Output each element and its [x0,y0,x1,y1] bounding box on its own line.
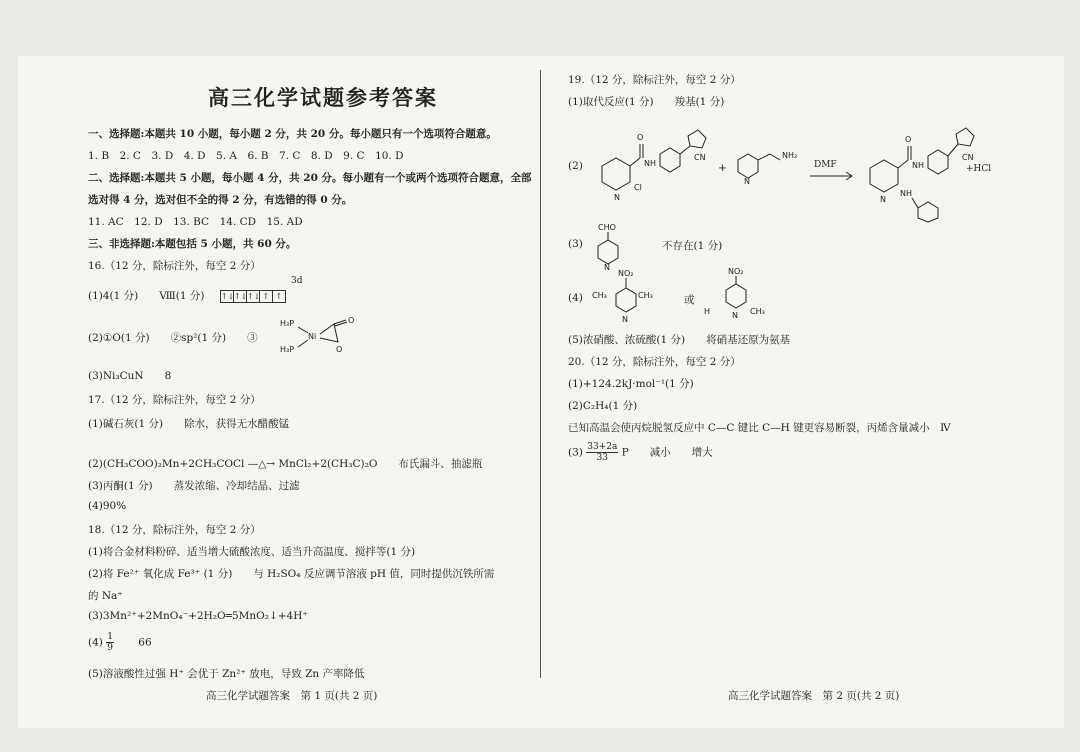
orbital-diagram [220,290,285,303]
q20-part2-explanation: 已知高温会使丙烷脱氢反应中 C—C 键比 C—H 键更容易断裂，丙烯含量减小 Ⅳ [568,422,951,434]
q18-part4 [88,632,152,653]
h-label: H [704,307,711,316]
nitrogen-label: N [614,193,620,202]
fraction [106,632,114,653]
orbital-box: ↑↓ [233,291,248,301]
q19-part3-answer: 不存在(1 分) [662,240,723,252]
nh-label: NH [644,159,656,168]
reactant-aminomethylpyridine-structure [732,140,802,184]
page-2 [568,56,1048,728]
page-1 [88,56,548,728]
page-1-footer: 高三化学试题答案 第 1 页(共 2 页) [206,690,378,702]
q17-part2: (2)(CH₃COO)₂Mn+2CH₃COCl —△→ MnCl₂+2(CH₃C)₂O 布氏漏斗、抽滤瓶 [88,458,483,470]
ch3-label: CH₃ [592,291,607,300]
nh-label: NH [900,189,912,198]
q20-part2: (2)C₂H₄(1 分) [568,400,638,412]
q18-part1: (1)将合金材料粉碎、适当增大硫酸浓度、适当升高温度、搅拌等(1 分) [88,546,416,558]
q19-part2-label: (2) [568,160,583,172]
ligand-label: H₃P [280,345,295,354]
q18-part3: (3)3Mn²⁺+2MnO₄⁻+2H₂O═5MnO₂↓+4H⁺ [88,610,308,622]
nitrogen-label: N [732,311,738,320]
q17-heading: 17.（12 分，除标注外，每空 2 分） [88,394,261,406]
oxygen-label: O [905,135,912,144]
nitrogen-label: N [744,177,750,184]
oxygen-label: O [637,133,644,142]
q16-part3: (3)Ni₃CuN 8 [88,370,172,382]
nitrogen-label: N [604,263,610,270]
q20-heading: 20.（12 分，除标注外，每空 2 分） [568,356,741,368]
q18-part4-prefix: (4) [88,636,103,649]
ni-complex-structure [278,312,368,356]
q19-part1: (1)取代反应(1 分) 羧基(1 分) [568,96,725,108]
reaction-arrow [808,170,858,182]
chlorine-label: Cl [634,183,642,192]
column-divider [540,70,541,678]
q17-part4: (4)90% [88,500,127,512]
orbital-box: ↑ [272,290,286,303]
nitrogen-label: N [622,315,628,324]
q17-part3: (3)丙酮(1 分) 蒸发浓缩、冷却结晶、过滤 [88,480,300,492]
section-1-heading: 一、选择题:本题共 10 小题，每小题 2 分，共 20 分。每小题只有一个选项符合题意。 [88,128,497,140]
q19-part5: (5)浓硝酸、浓硫酸(1 分) 将硝基还原为氨基 [568,334,791,346]
nitro-isomer-2-structure [698,264,788,326]
nh2-label: NH₂ [782,151,798,160]
section-2-heading-line1: 二、选择题:本题共 5 小题，每小题 4 分，共 20 分。每小题有一个或两个选项符合题意，全部 [88,172,532,184]
no2-label: NO₂ [728,267,744,276]
ch3-label: CH₃ [638,291,653,300]
q19-heading: 19.（12 分，除标注外，每空 2 分） [568,74,741,86]
orbital-box: ↑ [259,290,273,303]
ch3-label: CH₃ [750,307,765,316]
q16-part1 [88,288,285,303]
nitro-isomer-1-structure [588,266,678,326]
page-2-footer: 高三化学试题答案 第 2 页(共 2 页) [728,690,900,702]
or-text: 或 [684,294,695,306]
section-2-heading-line2: 选对得 4 分，选对但不全的得 2 分，有选错的得 0 分。 [88,194,353,206]
answer-sheet [18,56,1064,728]
fraction-numerator: 33+2a [587,442,618,452]
fraction-denominator: 33 [596,453,608,463]
q18-part4-suffix: 66 [117,636,152,649]
oxygen-label: O [348,316,355,325]
q20-part3-prefix: (3) [568,446,583,459]
q20-part3 [568,442,713,463]
fraction [586,442,618,463]
plus-sign: + [718,162,727,174]
page-title: 高三化学试题参考答案 [208,85,438,110]
q18-part2: (2)将 Fe²⁺ 氧化成 Fe³⁺ (1 分) 与 H₂SO₄ 反应调节溶液 pH 值，同时提供沉铁所需 [88,568,495,580]
hcl-product: +HCl [966,164,992,174]
orbital-label: 3d [291,276,303,286]
cn-label: CN [962,153,974,162]
fraction-denominator: 9 [107,643,113,653]
ni-label: Ni [308,332,317,341]
reactant-chloropyridine-structure [590,126,710,208]
orbital-box: ↑↓ [246,291,261,301]
oxygen-label: O [336,345,343,354]
nh-label: NH [912,161,924,170]
reagent-label: DMF [814,160,837,170]
cn-label: CN [694,153,706,162]
ligand-label: H₃P [280,319,295,328]
q19-part3-label: (3) [568,238,583,250]
orbital-box: ↑↓ [220,291,235,301]
aldehyde-pyridine-structure [588,220,638,270]
nitrogen-label: N [880,195,886,204]
no2-label: NO₂ [618,269,634,278]
section-1-answers: 1. B 2. C 3. D 4. D 5. A 6. B 7. C 8. D 9. C 10. D [88,150,404,162]
q17-part1: (1)碱石灰(1 分) 除水，获得无水醋酸锰 [88,418,290,430]
product-structure [858,114,978,224]
q20-part1: (1)+124.2kJ·mol⁻¹(1 分) [568,378,694,390]
q18-part2-cont: 的 Na⁺ [88,590,123,602]
q20-part3-suffix: P 减小 增大 [621,446,713,459]
section-2-answers: 11. AC 12. D 13. BC 14. CD 15. AD [88,216,303,228]
fraction-numerator: 1 [107,632,113,642]
q19-part4-label: (4) [568,292,583,304]
q16-heading: 16.（12 分，除标注外，每空 2 分） [88,260,261,272]
q16-part1-text: (1)4(1 分) Ⅷ(1 分) [88,290,205,302]
q16-part2: (2)①O(1 分) ②sp²(1 分) ③ [88,332,258,344]
section-3-heading: 三、非选择题:本题包括 5 小题，共 60 分。 [88,238,297,250]
q18-part5: (5)溶液酸性过强 H⁺ 会优于 Zn²⁺ 放电，导致 Zn 产率降低 [88,668,365,680]
cho-label: CHO [598,223,616,232]
q18-heading: 18.（12 分，除标注外，每空 2 分） [88,524,261,536]
